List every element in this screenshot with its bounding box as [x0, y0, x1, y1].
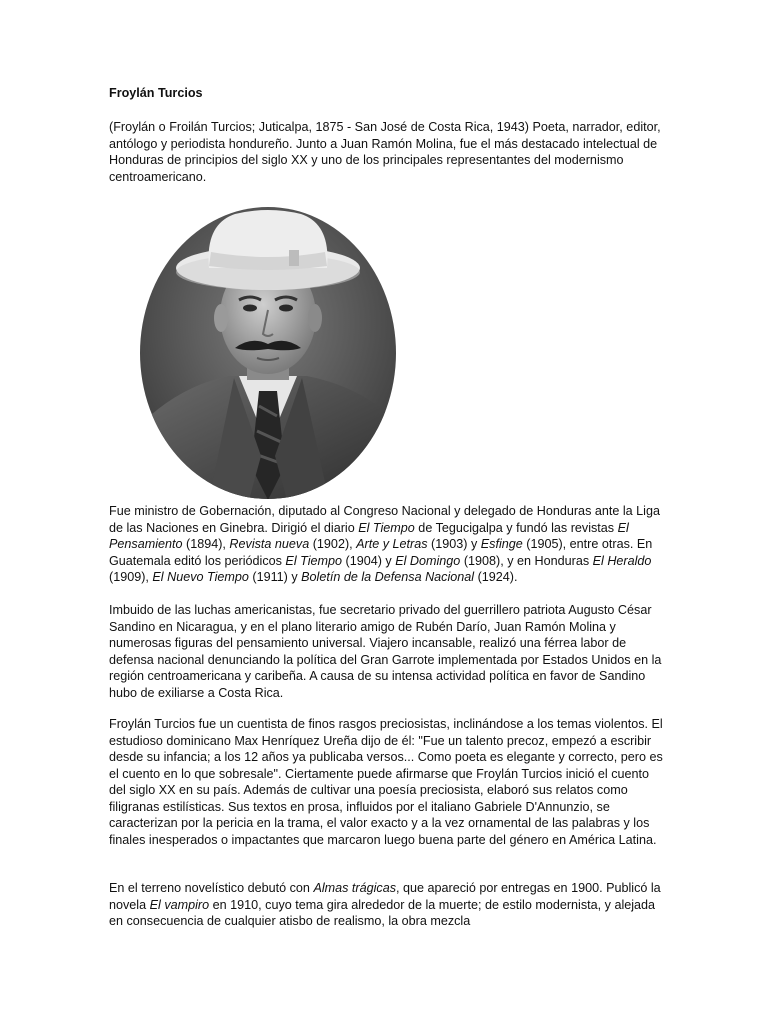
publication-title: El Tiempo [285, 553, 343, 568]
text-run: (1909), [109, 570, 153, 584]
publication-title: El Domingo [395, 553, 461, 568]
novels-text [109, 880, 669, 930]
intro-text: (Froylán o Froilán Turcios; Juticalpa, 1875 - San José de Costa Rica, 1943) Poeta, narrador, editor, antólogo y periodista hondureño. Junto a Juan Ramón Molina, fue el más destacado intelectual de Honduras de principios del siglo XX y uno de los principales representantes del modernismo centroamericano. [109, 120, 661, 184]
publication-title: El Tiempo [358, 520, 415, 535]
politics-paragraph [109, 602, 669, 701]
career-paragraph [109, 503, 669, 586]
text-run: (1894), [182, 537, 230, 551]
publication-title: Arte y Letras [356, 537, 428, 551]
text-run: en 1910, cuyo tema gira alrededor de la muerte; de estilo modernista, y alejada en consecuencia de cualquier atisbo de realismo, la obra mezcla [109, 897, 656, 928]
text-run: Fue ministro de Gobernación, diputado al Congreso Nacional y delegado de Honduras ante la Liga de las Naciones en Ginebra. Dirigió el diario [109, 504, 660, 535]
book-title: El vampiro [149, 897, 210, 912]
text-run: (1911) y [248, 570, 302, 584]
publication-title: Esfinge [480, 537, 523, 551]
career-text [109, 503, 669, 586]
text-run: (1908), y en Honduras [460, 553, 593, 568]
text-run: (1905), entre otras. En Guatemala editó los periódicos [109, 537, 653, 568]
intro-paragraph [109, 119, 669, 185]
text-run: (1902), [309, 537, 357, 551]
text-run: (1924). [474, 570, 518, 584]
publication-title: El Pensamiento [109, 520, 629, 551]
text-run: En el terreno novelístico debutó con [109, 881, 314, 895]
publication-title: El Nuevo Tiempo [152, 570, 249, 584]
text-run: , que apareció por entregas en 1900. Publicó la novela [109, 881, 661, 912]
politics-text: Imbuido de las luchas americanistas, fue secretario privado del guerrillero patriota Augusto César Sandino en Nicaragua, y en el plano literario amigo de Rubén Darío, Juan Ramón Molina y numerosas figuras del pensamiento universal. Viajero incansable, realizó una férrea labor de defensa nacional denunciando la política del Gran Garrote implementada por Estados Unidos en la región centroamericana y caribeña. A causa de su intensa actividad política en favor de Sandino hubo de exiliarse a Costa Rica. [109, 603, 662, 700]
text-run: (1904) y [342, 553, 396, 568]
text-run: (1903) y [427, 537, 481, 551]
short-stories-text: Froylán Turcios fue un cuentista de finos rasgos preciosistas, inclinándose a los temas violentos. El estudioso dominicano Max Henríquez Ureña dijo de él: "Fue un talento precoz, empezó a escribir desde su infancia; a los 12 años ya publicaba versos... Como poeta es elegante y correcto, pero es el cuento en lo que sobresale". Ciertamente puede afirmarse que Froylán Turcios inició el cuento del siglo XX en su país. Además de cultivar una poesía preciosista, elaboró sus relatos como filigranas estilísticas. Sus textos en prosa, influidos por el italiano Gabriele D'Annunzio, se caracterizan por la pericia en la trama, el valor exacto y a la vez ornamental de las palabras y los finales inesperados o impactantes que marcaron luego buena parte del género en América Latina. [109, 717, 663, 847]
text-run: de Tegucigalpa y fundó las revistas [414, 520, 618, 535]
novels-paragraph [109, 880, 669, 930]
publication-title: El Heraldo [592, 553, 652, 568]
document-title: Froylán Turcios [109, 86, 203, 100]
short-stories-paragraph [109, 716, 669, 848]
publication-title: Revista nueva [229, 537, 310, 551]
publication-title: Boletín de la Defensa Nacional [301, 570, 475, 584]
portrait-photo [139, 206, 397, 500]
book-title: Almas trágicas [313, 881, 397, 895]
